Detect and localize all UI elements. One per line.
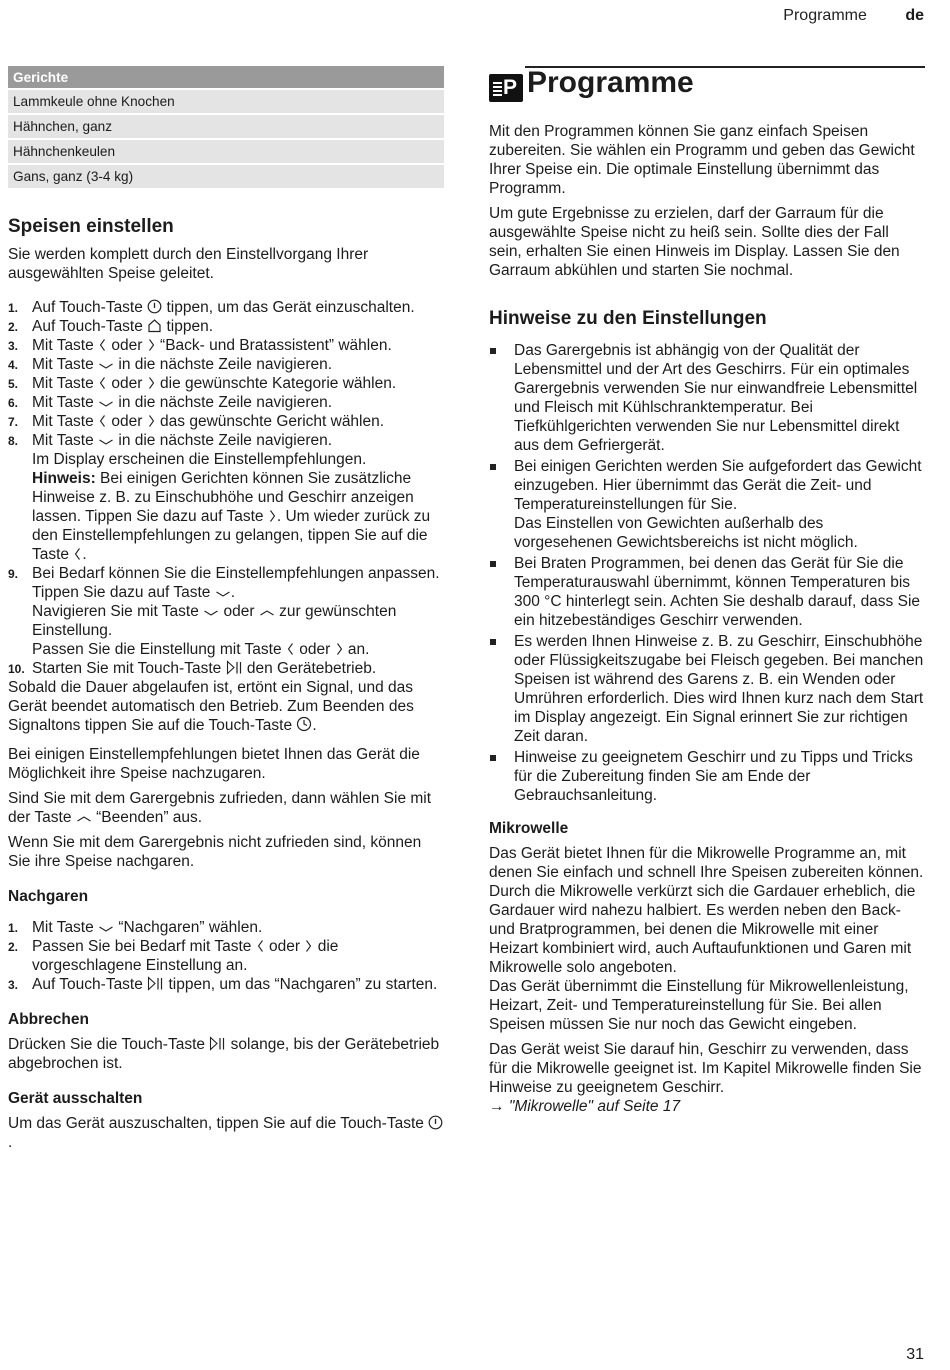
chevron-down-icon (215, 589, 231, 599)
list-item: 3. Auf Touch-Taste tippen, um das “Nachgaren” zu starten. (8, 976, 438, 993)
intro-text: Sie werden komplett durch den Einstellvorgang Ihrer ausgewählten Speise geleitet. (8, 246, 369, 282)
header-section-title: Programme (783, 7, 867, 24)
left-column (8, 66, 444, 1152)
list-item: 9. Bei Bedarf können Sie die Einstellempfehlungen anpassen. Tippen Sie dazu auf Taste . Navigieren Sie mit Taste oder zur gewünschten Einstellung. Passen Sie die Einstellung mit Taste oder an. (8, 565, 440, 658)
paragraph: Das Gerät übernimmt die Einstellung für Mikrowellenleistung, Heizart, Zeit- und Temperatureinstellung für Sie. Bei allen Speisen müssen Sie nur noch das Gewicht eingeben. (489, 978, 909, 1033)
table-row: Lammkeule ohne Knochen (8, 89, 444, 114)
page-title: Programme (527, 66, 694, 99)
bullet-icon (490, 755, 496, 761)
cross-reference (489, 1097, 925, 1116)
chevron-up-icon (76, 814, 92, 824)
title-row (489, 68, 925, 108)
arrow-right-icon: → (489, 1098, 505, 1115)
list-item: 10. Starten Sie mit Touch-Taste den Gerätebetrieb. (8, 660, 377, 677)
paragraph: Drücken Sie die Touch-Taste solange, bis der Gerätebetrieb abgebrochen ist. (8, 1036, 440, 1072)
list-item: 6. Mit Taste in die nächste Zeile navigieren. (8, 394, 333, 411)
heading-nachgaren: Nachgaren (8, 888, 89, 905)
table-row: Hähnchen, ganz (8, 114, 444, 139)
nachgaren-list (8, 918, 444, 994)
chevron-right-icon (147, 376, 156, 390)
table-header: Gerichte (8, 66, 444, 89)
right-column (489, 66, 925, 1116)
paragraph: Mit den Programmen können Sie ganz einfach Speisen zubereiten. Sie wählen ein Programm und geben das Gewicht Ihrer Speise ein. Die optimale Einstellung übernimmt das Programm. (489, 123, 915, 197)
list-item: Das Garergebnis ist abhängig von der Qualität der Lebensmittel und der Art des Geschirrs. Für ein optimales Garergebnis verwenden Sie nur einwandfreie Lebensmittel und Fleisch mit Kühlschranktemperatur. Bei Tiefkühlgerichten verwenden Sie nur Lebensmittel direkt aus dem Gefriergerät. (489, 341, 925, 455)
chevron-down-icon (98, 399, 114, 409)
bullet-icon (490, 464, 496, 470)
chevron-left-icon (98, 414, 107, 428)
paragraph: Sind Sie mit dem Garergebnis zufrieden, dann wählen Sie mit der Taste “Beenden” aus. (8, 790, 432, 826)
heading-speisen-einstellen: Speisen einstellen (8, 216, 174, 237)
mikrowelle-link[interactable]: "Mikrowelle" auf Seite 17 (508, 1098, 681, 1115)
power-icon (147, 299, 162, 314)
list-item: 4. Mit Taste in die nächste Zeile navigieren. (8, 356, 333, 373)
chevron-down-icon (98, 924, 114, 934)
paragraph: Um das Gerät auszuschalten, tippen Sie auf die Touch-Taste . (8, 1114, 444, 1152)
chevron-down-icon (98, 361, 114, 371)
chevron-right-icon (147, 338, 156, 352)
dishes-table (8, 66, 444, 190)
page-number: 31 (906, 1346, 924, 1363)
chevron-left-icon (98, 338, 107, 352)
heading-mikrowelle: Mikrowelle (489, 820, 569, 837)
chevron-right-icon (147, 414, 156, 428)
table-row: Gans, ganz (3-4 kg) (8, 164, 444, 189)
list-item: 7. Mit Taste oder das gewünschte Gericht wählen. (8, 413, 385, 430)
heading-hinweise: Hinweise zu den Einstellungen (489, 308, 767, 329)
hinweise-list (489, 341, 925, 805)
table-row: Hähnchenkeulen (8, 139, 444, 164)
paragraph: Um gute Ergebnisse zu erzielen, darf der Garraum für die ausgewählte Speise nicht zu heiß sein. Sollte dies der Fall sein, erhalten Sie einen Hinweis im Display. Lassen Sie den Garraum abkühlen und starten Sie nochmal. (489, 205, 900, 279)
chevron-right-icon (335, 642, 344, 656)
paragraph: Das Gerät bietet Ihnen für die Mikrowelle Programme an, mit denen Sie einfach und schnell Ihre Speisen zubereiten können. Durch die Mikrowelle verkürzt sich die Gardauer erheblich, die Gardauer wird nahezu halbiert. Es werden neben den Back- und Bratprogrammen, bei denen die Mikrowelle mit einer Heizart kombiniert wird, auch Auftaufunktionen und Garen mit Mikrowelle solo angeboten. (489, 845, 924, 976)
bullet-icon (490, 639, 496, 645)
paragraph: Wenn Sie mit dem Garergebnis nicht zufrieden sind, können Sie ihre Speise nachgaren. (8, 834, 422, 870)
list-item: 5. Mit Taste oder die gewünschte Kategorie wählen. (8, 375, 397, 392)
paragraph: Das Gerät weist Sie darauf hin, Geschirr zu verwenden, dass für die Mikrowelle geeignet ist. Im Kapitel Mikrowelle finden Sie Hinweise zu geeignetem Geschirr. (489, 1041, 922, 1096)
chevron-left-icon (256, 939, 265, 953)
list-item: Bei Braten Programmen, bei denen das Gerät für Sie die Temperaturauswahl übernimmt, können Temperaturen bis 300 °C hinterlegt sein. Achten Sie deshalb darauf, dass Sie ein hitzebeständiges Geschirr verwenden. (489, 554, 925, 630)
chevron-up-icon (259, 608, 275, 618)
start-stop-icon (209, 1036, 226, 1051)
paragraph: Bei einigen Einstellempfehlungen bietet Ihnen das Gerät die Möglichkeit ihre Speise nachzugaren. (8, 746, 420, 782)
list-item: 8. Mit Taste in die nächste Zeile navigieren. Im Display erscheinen die Einstellempfehlungen. Hinweis: Bei einigen Gerichten können Sie zusätzliche Hinweise z. B. zu Einschubhöhe und Geschirr anzeigen lassen. Tippen Sie dazu auf Taste . Um wieder zurück zu den Einstellempfehlungen zu gelangen, tippen Sie auf die Taste . (8, 432, 431, 563)
chevron-right-icon (304, 939, 313, 953)
power-icon (428, 1115, 443, 1130)
list-item: 2. Auf Touch-Taste tippen. (8, 318, 214, 335)
chevron-left-icon (73, 547, 82, 561)
chevron-down-icon (98, 437, 114, 447)
list-item: 1. Auf Touch-Taste tippen, um das Gerät einzuschalten. (8, 299, 415, 316)
page-header (783, 7, 924, 25)
bullet-icon (490, 348, 496, 354)
chevron-right-icon (268, 509, 277, 523)
header-language: de (905, 7, 924, 24)
programme-icon: P (489, 74, 523, 102)
start-stop-icon (226, 660, 243, 675)
chevron-down-icon (203, 608, 219, 618)
bullet-icon (490, 561, 496, 567)
list-item: 1. Mit Taste “Nachgaren” wählen. (8, 919, 263, 936)
list-item: Es werden Ihnen Hinweise z. B. zu Geschirr, Einschubhöhe oder Flüssigkeitszugabe bei Fleisch gegeben. Bei manchen Speisen ist während des Garens z. B. ein Wenden oder Umrühren erforderlich. Dies wird Ihnen kurz nach dem Start im Display angezeigt. Ein Signal erinnert Sie zur richtigen Zeit daran. (489, 632, 925, 746)
steps-list (8, 298, 444, 678)
list-item: 3. Mit Taste oder “Back- und Bratassistent” wählen. (8, 337, 392, 354)
start-stop-icon (147, 976, 164, 991)
after-steps-text: Sobald die Dauer abgelaufen ist, ertönt ein Signal, und das Gerät beendet automatisch den Betrieb. Zum Beenden des Signaltons tippen Sie auf die Touch-Taste . (8, 679, 414, 734)
chevron-left-icon (286, 642, 295, 656)
timer-icon (296, 716, 312, 732)
home-icon (147, 318, 162, 333)
list-item: 2. Passen Sie bei Bedarf mit Taste oder die vorgeschlagene Einstellung an. (8, 938, 339, 974)
list-item: Bei einigen Gerichten werden Sie aufgefordert das Gewicht einzugeben. Hier übernimmt das Gerät die Zeit- und Temperatureinstellungen für Sie. Das Einstellen von Gewichten außerhalb des vorgesehenen Gewichtsbereichs ist nicht möglich. (489, 457, 925, 552)
heading-geraet-ausschalten: Gerät ausschalten (8, 1090, 143, 1107)
heading-abbrechen: Abbrechen (8, 1011, 89, 1028)
list-item: Hinweise zu geeignetem Geschirr und zu Tipps und Tricks für die Zubereitung finden Sie am Ende der Gebrauchsanleitung. (489, 748, 925, 805)
chevron-left-icon (98, 376, 107, 390)
